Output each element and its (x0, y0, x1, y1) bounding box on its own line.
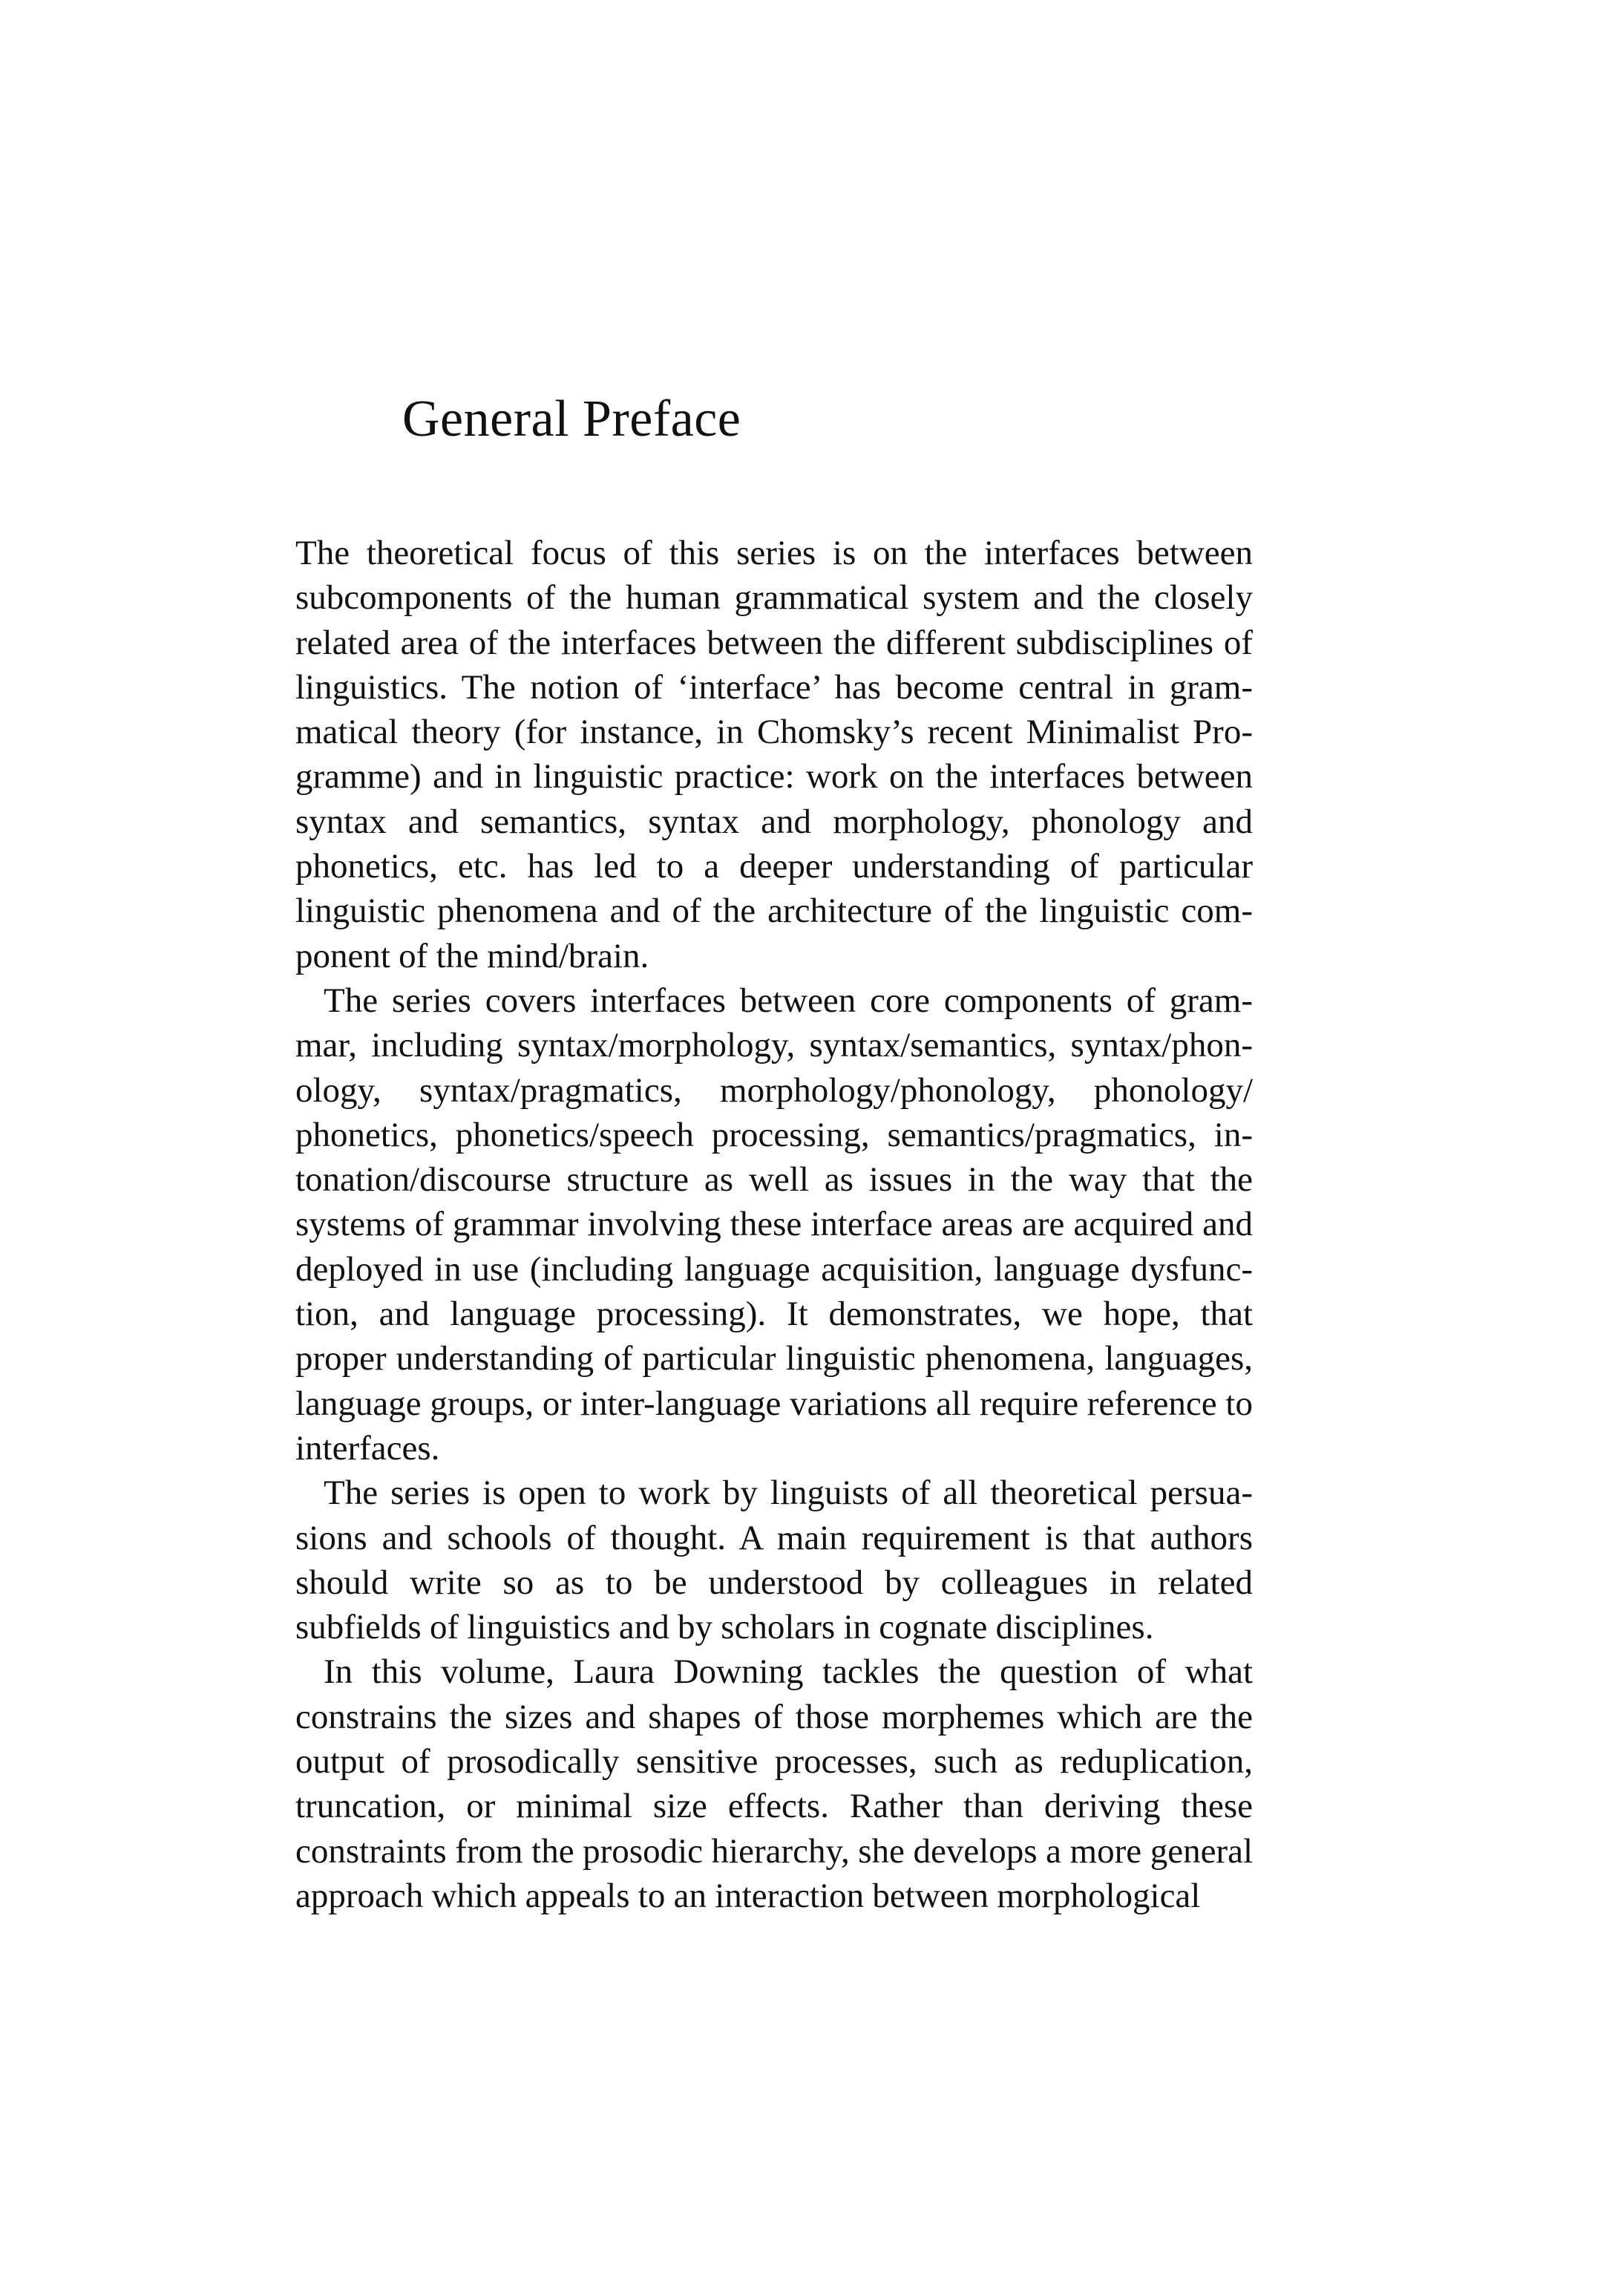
preface-body (295, 531, 1253, 1918)
page-title: General Preface (402, 390, 741, 448)
preface-paragraph-2: The series covers interfaces between core components of grammar, including syntax/morphology, syntax/semantics, syntax/phonology, syntax/pragmatics, morphology/phonology, phonology/ phonetics, phonetics/speech processing, semantics/pragmatics, intonation/discourse structure as well as issues in the way that the systems of grammar involving these interface areas are acquired and deployed in use (including language acquisition, language dysfunction, and language processing). It demonstrates, we hope, that proper understanding of particular linguistic phenomena, languages, language groups, or inter-language variations all require reference to interfaces. (295, 981, 1253, 1468)
preface-paragraph-4: In this volume, Laura Downing tackles the question of what constrains the sizes and shapes of those morphemes which are the output of prosodically sensitive processes, such as reduplication, truncation, or minimal size effects. Rather than deriving these constraints from the prosodic hierarchy, she develops a more general approach which appeals to an interaction between morphological (295, 1652, 1253, 1915)
preface-paragraph-1: The theoretical focus of this series is on the interfaces between subcomponents of the human grammatical system and the closely related area of the interfaces between the different subdisciplines of linguistics. The notion of ‘interface’ has become central in grammatical theory (for instance, in Chomsky’s recent Minimalist Programme) and in linguistic practice: work on the interfaces between syntax and semantics, syntax and morphology, phonology and phonetics, etc. has led to a deeper understanding of particular linguistic phenomena and of the architecture of the linguistic component of the mind/brain. (295, 534, 1253, 975)
preface-paragraph-3: The series is open to work by linguists of all theoretical persuasions and schools of thought. A main requirement is that authors should write so as to be understood by colleagues in related subfields of linguistics and by scholars in cognate disciplines. (295, 1474, 1253, 1647)
